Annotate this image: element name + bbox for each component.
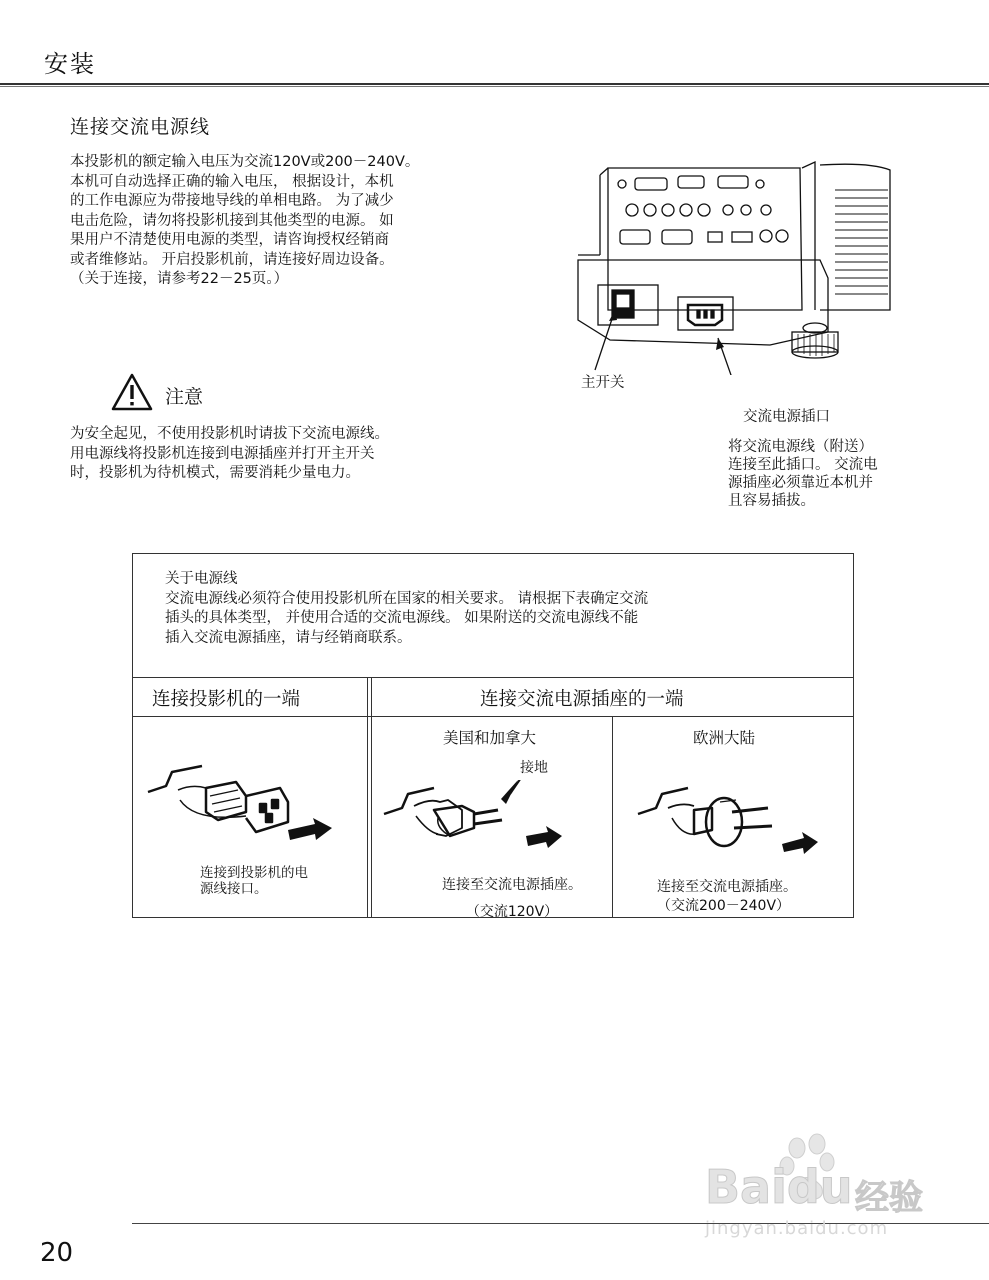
body-line: 或者维修站。 开启投影机前，请连接好周边设备。 <box>70 251 394 268</box>
projector-rear-illustration <box>570 160 900 375</box>
note-line: 将交流电源线（附送） <box>728 439 873 455</box>
caution-line: 用电源线将投影机连接到电源插座并打开主开关 <box>70 445 375 462</box>
ac-inlet-label: 交流电源插口 <box>743 409 830 425</box>
section-title: 连接交流电源线 <box>70 116 211 138</box>
body-line: 的工作电源应为带接地导线的单相电路。 为了减少 <box>70 193 394 209</box>
us-caption <box>432 872 592 926</box>
warning-triangle-icon <box>110 372 154 412</box>
col-projector-heading: 连接投影机的一端 <box>152 689 301 710</box>
watermark-cn: 经验 <box>855 1178 923 1218</box>
body-line: 本机可自动选择正确的输入电压， 根据设计，本机 <box>70 173 394 190</box>
caution-body <box>70 425 490 484</box>
caution-title: 注意 <box>165 386 204 408</box>
body-line: 本投影机的额定输入电压为交流120V或200－240V。 <box>70 154 420 170</box>
col-outlet-heading: 连接交流电源插座的一端 <box>480 689 684 710</box>
note-line: 源插座必须靠近本机并 <box>728 475 873 491</box>
col-divider <box>612 716 613 918</box>
caption-line: 连接至交流电源插座。 <box>442 877 582 893</box>
projector-connector-icon <box>140 760 340 850</box>
col-divider <box>367 677 368 918</box>
baidu-watermark <box>705 1130 955 1240</box>
caution-line: 为安全起见，不使用投影机时请拔下交流电源线。 <box>70 426 389 442</box>
box-line: 插头的具体类型， 并使用合适的交流电源线。 如果附送的交流电源线不能 <box>165 610 639 626</box>
ac-inlet-note <box>728 438 918 510</box>
body-line: 果用户不清楚使用电源的类型，请咨询授权经销商 <box>70 232 389 248</box>
box-line: 插入交流电源插座，请与经销商联系。 <box>165 629 412 646</box>
caption-line: （交流200－240V） <box>657 898 791 914</box>
caution-line: 时，投影机为待机模式，需要消耗少量电力。 <box>70 465 360 481</box>
body-line: （关于连接，请参考22－25页。） <box>70 271 289 287</box>
box-line: 交流电源线必须符合使用投影机所在国家的相关要求。 请根据下表确定交流 <box>165 590 649 607</box>
header-rule <box>0 83 989 85</box>
page-number: 20 <box>40 1238 74 1268</box>
caption-line: 源线接口。 <box>200 881 268 897</box>
header-rule-thin <box>0 86 989 87</box>
main-switch-label: 主开关 <box>581 375 625 391</box>
section-body <box>70 153 500 290</box>
col-divider <box>371 677 372 918</box>
table-top-rule <box>132 677 854 678</box>
power-cord-text <box>165 570 805 648</box>
table-head-rule <box>132 716 854 717</box>
body-line: 电击危险，请勿将投影机接到其他类型的电源。 如 <box>70 212 394 229</box>
caption-line: （交流120V） <box>465 904 559 920</box>
us-plug-icon <box>378 780 578 855</box>
watermark-url: jingyan.baidu.com <box>705 1218 889 1239</box>
note-line: 连接至此插口。 交流电 <box>728 457 878 473</box>
us-canada-heading: 美国和加拿大 <box>443 729 537 747</box>
eu-caption <box>657 878 797 916</box>
chapter-title: 安装 <box>44 50 96 78</box>
caption-line: 连接到投影机的电 <box>200 865 308 881</box>
caption-line: 连接至交流电源插座。 <box>657 879 797 895</box>
europe-heading: 欧洲大陆 <box>693 729 756 747</box>
projector-caption <box>200 865 308 897</box>
ground-label: 接地 <box>520 760 548 776</box>
box-title: 关于电源线 <box>165 571 238 587</box>
watermark-brand: Baidu <box>705 1160 853 1214</box>
eu-plug-icon <box>632 780 832 870</box>
note-line: 且容易插拔。 <box>728 493 815 509</box>
